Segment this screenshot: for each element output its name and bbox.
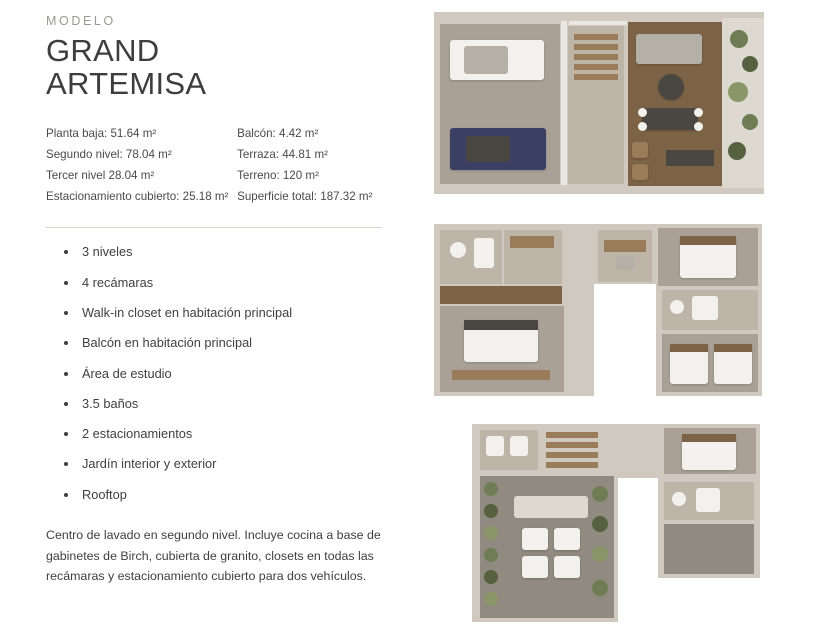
spec-terraza: Terraza: 44.81 m² (237, 148, 328, 162)
floorplan-graphic (430, 8, 770, 198)
floorplan-graphic (430, 220, 770, 400)
page-title (46, 34, 390, 101)
spec-superficie-total: Superficie total: 187.32 m² (237, 190, 373, 204)
specs-column-left (46, 123, 237, 207)
segundo-nivel-render (430, 220, 770, 400)
spec-planta-baja: Planta baja: 51.64 m² (46, 126, 157, 140)
spec-estacionamiento-cubierto: Estacionamiento cubierto: 25.18 m² (46, 190, 229, 204)
spec-balcon: Balcón: 4.42 m² (237, 126, 319, 140)
eyebrow-label: MODELO (46, 14, 116, 28)
specs-block (46, 123, 390, 207)
list-item: Balcón en habitación principal (64, 337, 390, 350)
title-line-1: GRAND (46, 33, 160, 68)
planta-baja-render (430, 8, 770, 198)
list-item: 2 estacionamientos (64, 428, 390, 441)
spec-terreno: Terreno: 120 m² (237, 169, 319, 183)
floor-plans-column (420, 0, 840, 630)
list-item: 3 niveles (64, 246, 390, 259)
spec-tercer-nivel: Tercer nivel 28.04 m² (46, 169, 155, 183)
tercer-nivel-render (468, 420, 768, 625)
list-item: Jardín interior y exterior (64, 458, 390, 471)
list-item: 4 recámaras (64, 277, 390, 290)
specs-column-right (237, 123, 390, 207)
list-item: Walk-in closet en habitación principal (64, 307, 390, 320)
list-item: Rooftop (64, 489, 390, 502)
divider (46, 227, 382, 228)
features-list (46, 246, 390, 501)
note-paragraph: Centro de lavado en segundo nivel. Incluye cocina a base de gabinetes de Birch, cubierta de granito, closets en todas las recámaras y estacionamiento cubierto para dos vehículos. (46, 528, 381, 583)
floorplan-graphic (468, 420, 768, 625)
list-item: 3.5 baños (64, 398, 390, 411)
spec-segundo-nivel: Segundo nivel: 78.04 m² (46, 148, 172, 162)
title-line-2: ARTEMISA (46, 66, 207, 102)
list-item: Área de estudio (64, 368, 390, 381)
